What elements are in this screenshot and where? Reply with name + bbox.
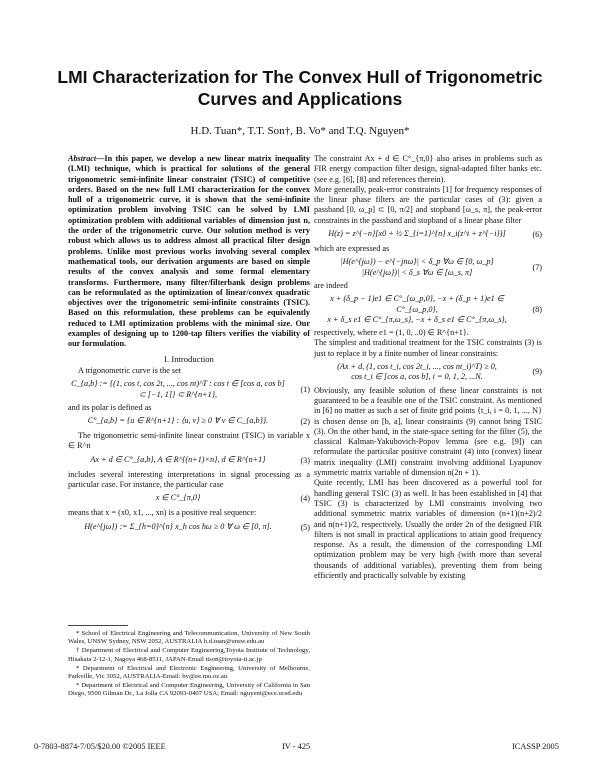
footnote: * School of Electrical Engineering and Telecommunication, University of New South Wales, UNSW Sydney, NSW 2052, AUSTRALIA h.d.tuan@unsw.edu.au: [68, 630, 310, 646]
footnote: * Department of Electrical and Electronic Engineering, University of Melbourne, Parkville, Vic 3052, AUSTRALIA-Email: bv@ee.mu.oz.au: [68, 664, 310, 681]
title-line-2: Curves and Applications: [197, 89, 403, 109]
intro-paragraph: The trigonometric semi-infinite linear constraint (TSIC) in variable x ∈ R^n: [68, 431, 310, 451]
footer-isbn: 0-7803-8874-7/05/$20.00 ©2005 IEEE: [34, 742, 166, 751]
body-paragraph: Obviously, any feasible solution of these linear constraints is not guaranteed to be a feasible one of the TSIC constraint. As mentioned in [6] no matter as such a set of finite grid points {t_i, i = 0, 1, ..., N} is chosen dense on [b, a], linear constraints (9) cannot bring TSIC (3). On the other hand, in the state-space setting for the filter (5), the classical Kalman-Yakubovich-Popov lemma (see e.g. [9]) can reformulate the particular positive constraint (4) into (convex) linear matrix inequality (LMI) constraint involving additional Lyapunov symmetric matrix variable of dimension n(2n + 1).: [314, 385, 542, 478]
body-paragraph: The constraint Ax + d ∈ C°_{π,0} also arises in problems such as FIR energy compaction filter design, signal-adapted filter banks etc. (see e.g. [6], [8] and references therein).: [314, 154, 542, 184]
footnote: * Department of Electrical and Computer Engineering, University of California in San Diego, 9500 Gilman Dr., La Jolla CA 92093-0407 USA; Email: nguyent@ece.ucsd.edu: [68, 682, 310, 698]
footer-page-number: IV - 425: [282, 742, 311, 751]
paper-title: [40, 66, 560, 110]
equation-6: H(z) = z^{−n}[x0 + ½ Σ_{i=1}^{n} x_i(z^i + z^{−i})] (6): [328, 229, 542, 239]
equation-2: C°_{a,b} = {u ∈ R^{n+1} : ⟨u, v⟩ ≥ 0 ∀ v ∈ C_{a,b}}. (2): [87, 416, 310, 426]
intro-paragraph: includes several interesting interpretations in signal processing as a particular case. For instance, the particular case: [68, 469, 310, 490]
footer-conference: ICASSP 2005: [512, 742, 559, 751]
section-heading-introduction: I. Introduction: [164, 353, 214, 364]
footnotes: [68, 630, 310, 700]
footnote-divider: [68, 625, 128, 626]
equation-4: x ∈ C°_{π,0} (4): [155, 493, 310, 504]
equation-3: Ax + d ∈ C°_{a,b}, A ∈ R^{(n+1)×n}, d ∈ R^{n+1} (3): [90, 454, 310, 465]
title-line-1: LMI Characterization for The Convex Hull of Trigonometric: [57, 67, 543, 87]
intro-paragraph: means that x = (x0, x1, ..., xn) is a positive real sequence:: [68, 508, 257, 518]
equation-8: x + (δ_p − 1)e1 ∈ C°_{ω_p,0}, −x + (δ_p + 1)e1 ∈ C°_{ω_p,0}, x + δ_s e1 ∈ C°_{π,ω_s}, −x + δ_s e1 ∈ C°_{π,ω_s}, (8): [327, 294, 542, 324]
body-paragraph: The simplest and traditional treatment for the TSIC constraints (3) is just to replace it by a finite number of linear constraints:: [314, 338, 542, 358]
intro-paragraph: A trigonometric curve is the set: [78, 365, 181, 375]
left-column: [68, 154, 310, 537]
body-paragraph: respectively, where e1 = (1, 0, ..0) ∈ R^{n+1}.: [314, 328, 469, 338]
abstract-text: In this paper, we develop a new linear matrix inequality (LMI) technique, which is practical for solutions of the general trigonometric semi-infinite linear constraint (TSIC) of competitive orders. Based on the new full LMI characterization for the convex hull of a trigonometric curve, it is shown that the semi-infinite optimization problem involving TSIC can be solved by LMI optimization problem with additional variables of dimension just n, the order of the trigonometric curve. Our solution method is very robust which allows us to address almost all practical filter design problems. Unlike most previous works involving several complex mathematical tools, our derivation arguments are based on simple results of the convex analysis and some formal elementary transforms. Furthermore, many filter/filterbank design problems can be reformulated as the optimization of linear/convex quadratic objectives over the trigonometric semi-infinite constraints (TSIC). Based on this reformulation, these problems can be equivalently reduced to LMI optimization problems with the minimal size. Our examples of designing up to 1200-tap filters verifies the viability of our formulation.: [68, 154, 310, 349]
equation-7: |H(e^{jω}) − e^{−jnω}| < δ_p ∀ω ∈ [0, ω_p] |H(e^{jω})| < δ_s ∀ω ∈ [ω_s, π] (7): [340, 257, 542, 277]
body-paragraph: which are expressed as: [314, 244, 390, 254]
footnote: † Department of Electrical and Computer Engineering,Toyota Institute of Technology, Hisakata 2-12-1, Nagoya 468-8511, JAPAN-Email ttson@toyota-ti.ac.jp: [68, 647, 310, 663]
body-paragraph: are indeed: [314, 280, 348, 290]
equation-9: (Ax + d, (1, cos t_i, cos 2t_i, ..., cos nt_i)^T) ≥ 0, cos t_i ∈ [cos a, cos b], i = 0, 1, 2, ...N. (9): [337, 362, 542, 382]
intro-paragraph: and its polar is defined as: [68, 402, 152, 412]
equation-5: H(e^{jω}) := Σ_{h=0}^{n} x_h cos hω ≥ 0 ∀ ω ∈ [0, π]. (5): [84, 521, 310, 532]
author-list: H.D. Tuan*, T.T. Son†, B. Vo* and T.Q. Nguyen*: [190, 125, 410, 137]
body-paragraph: More generally, peak-error constraints [1] for frequency responses of the linear phase filters are the particular cases of (3): given a passband [0, ω_p] ⊂ [0, π/2] and stopband [ω_s, π], the peak-error constraints in the passband and stopband of a linear phase filter: [314, 184, 542, 225]
right-column: [314, 154, 542, 581]
body-paragraph: Quite recently, LMI has been discovered as a powerful tool for handling general TSIC (3) as well. It has been established in [4] that TSIC (3) is characterized by LMI constraints involving two additional symmetric matrix variables of dimension (n+1)(n+2)/2 and n(n+1)/2, respectively. Usually the order 2n of the designed FIR filters is not small in practical applications to attain good frequency response. As a result, the dimension of the corresponding LMI optimization problem may be very high (with more than several thousands of additional variables), preventing them from being efficiently and practically solvable by existing: [314, 478, 542, 580]
equation-1: C_{a,b} := {(1, cos t, cos 2t, ..., cos nt)^T : cos t ∈ [cos a, cos b] ⊂ [−1, 1]} ⊂ R^{n+1}, (1): [71, 379, 310, 399]
abstract: [68, 154, 310, 350]
abstract-label: Abstract—: [68, 154, 105, 163]
